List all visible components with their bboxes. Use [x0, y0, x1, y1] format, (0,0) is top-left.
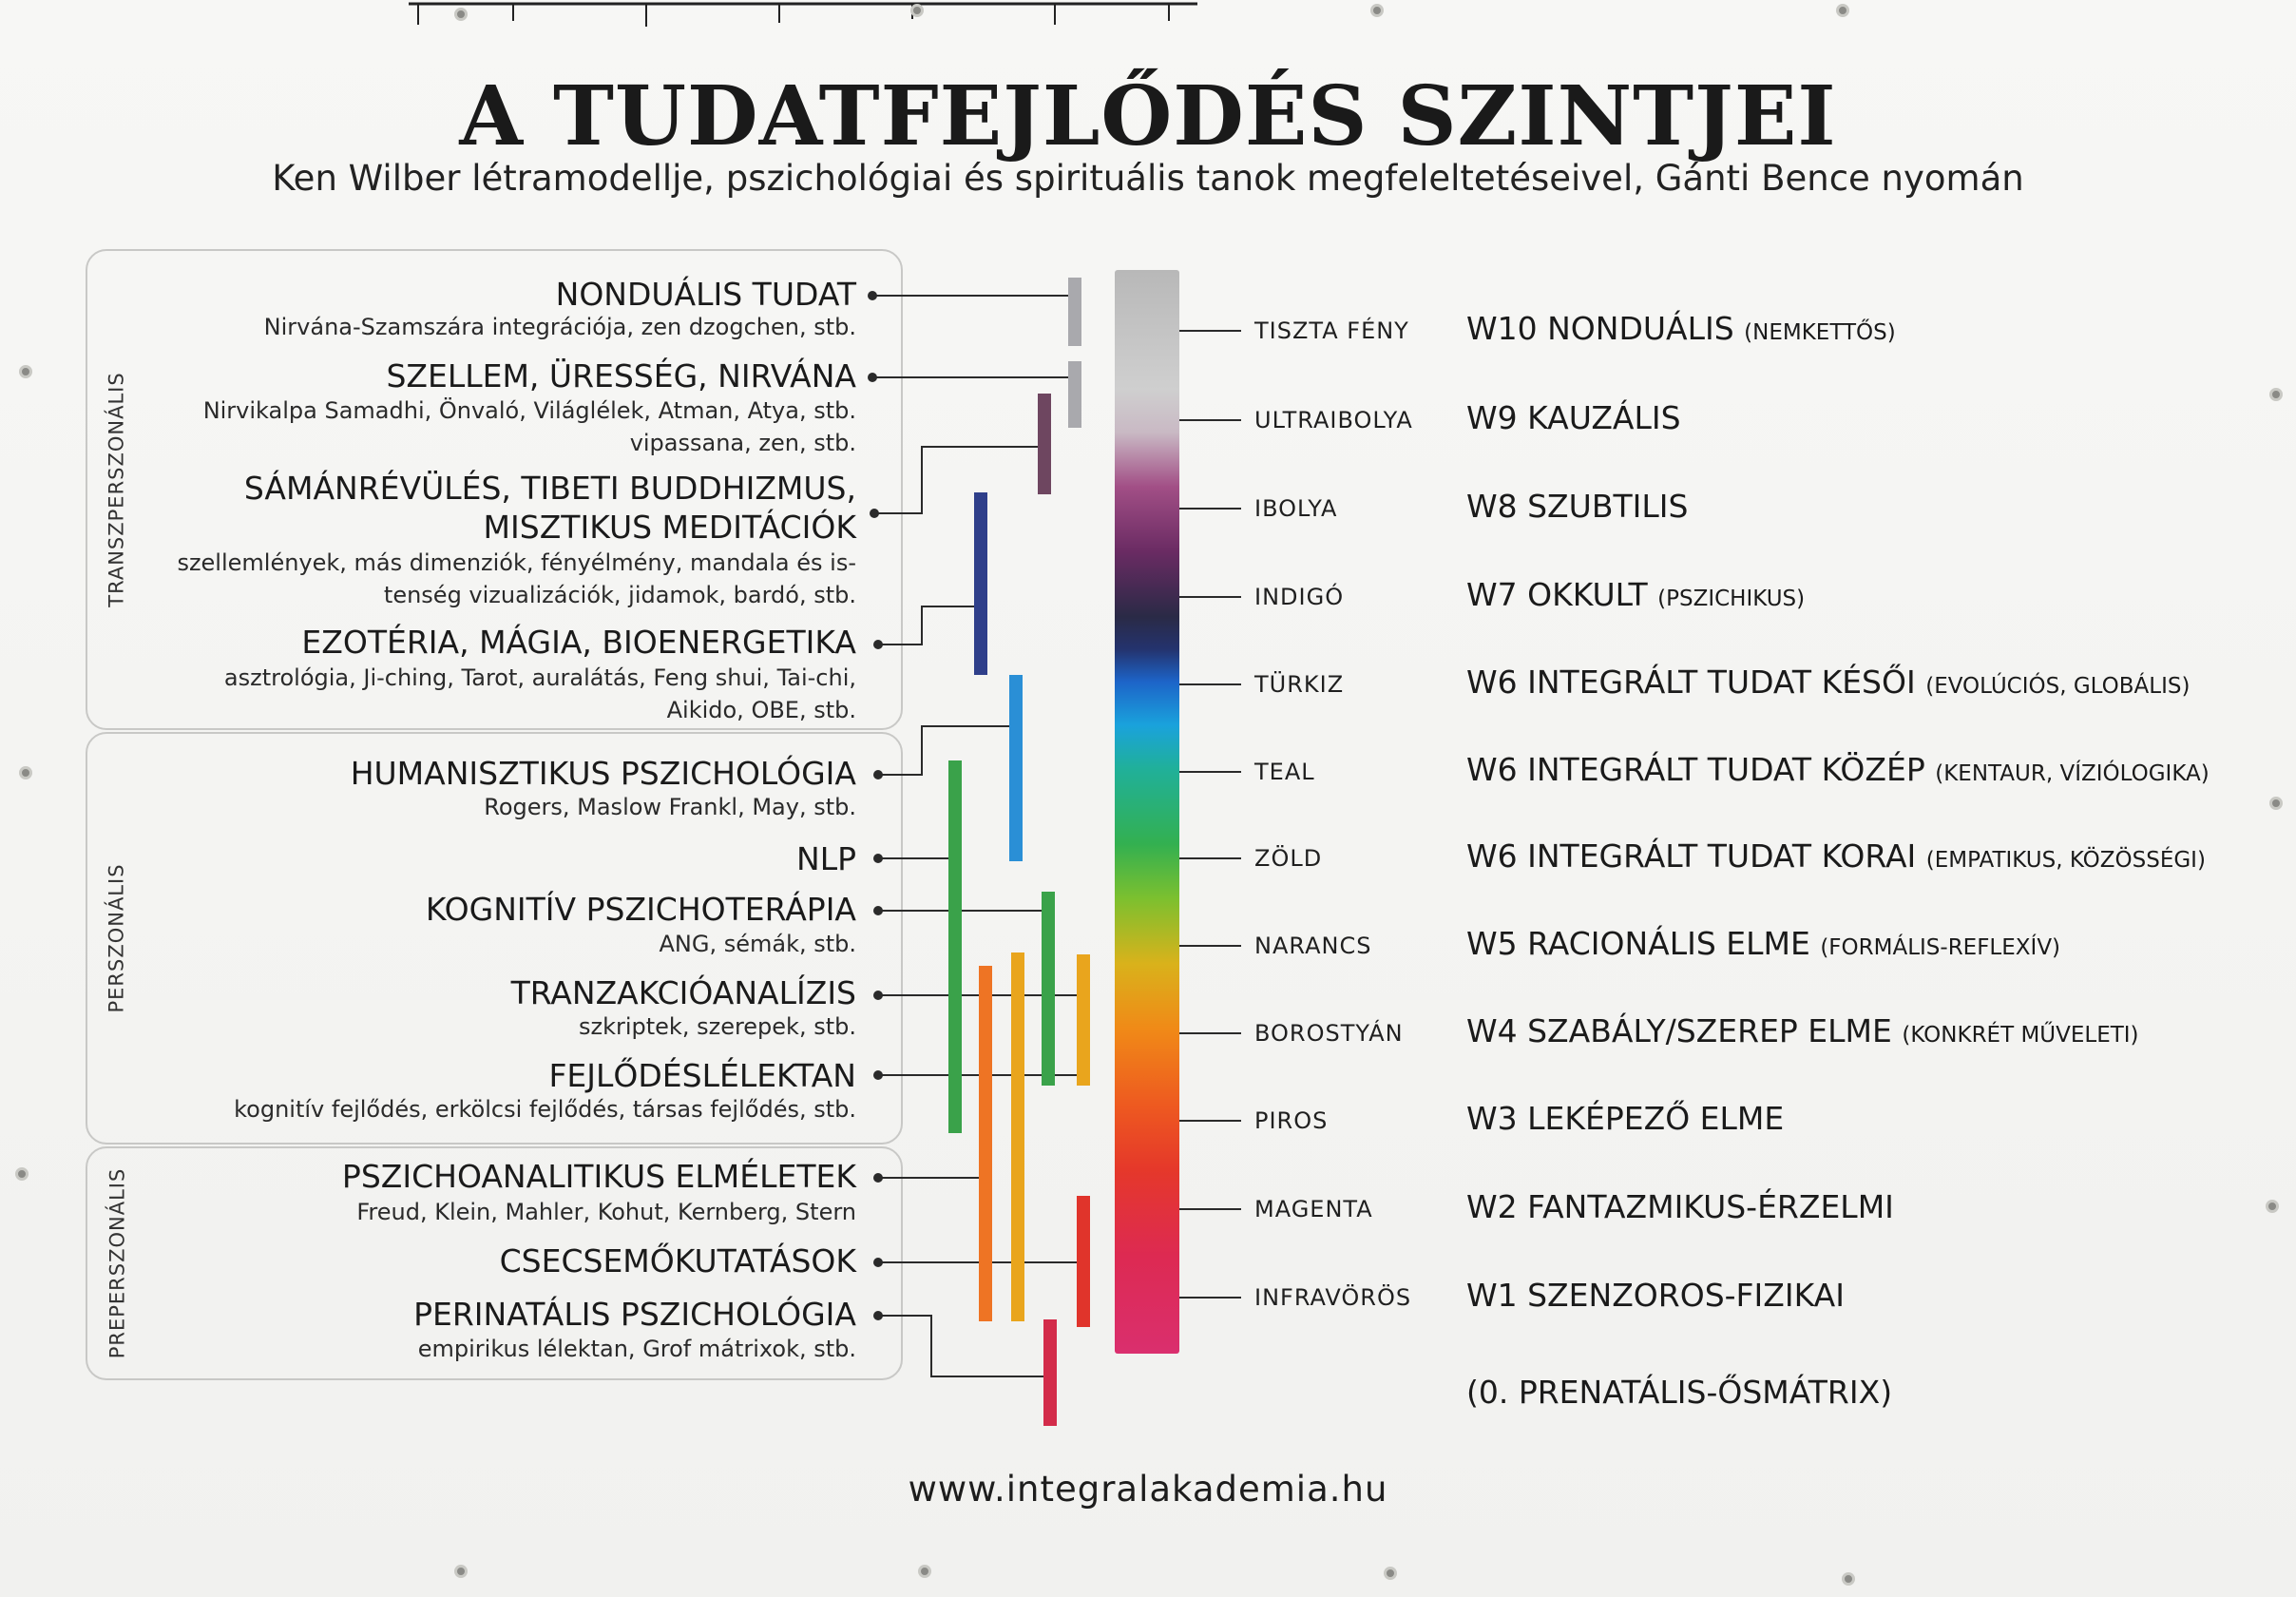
level-color-name: ULTRAIBOLYA — [1254, 407, 1413, 433]
bar-psychoanalytic — [979, 966, 992, 1321]
level-name: W6 INTEGRÁLT TUDAT KORAI (EMPATIKUS, KÖZÖSSÉGI) — [1466, 837, 2206, 875]
technique-title: CSECSEMŐKUTATÁSOK — [499, 1242, 856, 1280]
level-color-name: INFRAVÖRÖS — [1254, 1284, 1412, 1311]
technique-desc: Nirvikalpa Samadhi, Önvaló, Világlélek, Atman, Atya, stb. — [202, 397, 856, 424]
connector-line — [874, 447, 1043, 513]
level-name: W8 SZUBTILIS — [1466, 488, 1689, 525]
level-name: W7 OKKULT (PSZICHIKUS) — [1466, 576, 1806, 613]
technique-desc: szkriptek, szerepek, stb. — [578, 1013, 856, 1040]
level-color-name: BOROSTYÁN — [1254, 1020, 1404, 1047]
level-ticks — [1179, 331, 1241, 1298]
connector-dot — [873, 770, 883, 779]
level-note: (PSZICHIKUS) — [1657, 587, 1806, 611]
connector-line — [878, 1316, 1045, 1376]
consciousness-spectrum-bar — [1115, 270, 1179, 1354]
technique-desc: asztrológia, Ji-ching, Tarot, auralátás, Feng shui, Tai-chi, — [223, 664, 856, 691]
technique-desc: Rogers, Maslow Frankl, May, stb. — [484, 794, 856, 820]
connector-lines — [872, 296, 1083, 1376]
technique-desc: vipassana, zen, stb. — [629, 430, 856, 456]
technique-title: SZELLEM, ÜRESSÉG, NIRVÁNA — [386, 357, 856, 394]
level-name: W5 RACIONÁLIS ELME (FORMÁLIS-REFLEXÍV) — [1466, 925, 2061, 962]
technique-desc: Nirvána-Szamszára integrációja, zen dzogchen, stb. — [263, 314, 856, 340]
technique-title: NLP — [796, 840, 856, 877]
group-label-personal: PERSZONÁLIS — [105, 863, 129, 1013]
page-subtitle: Ken Wilber létramodellje, pszichológiai és spirituális tanok megfeleltetéseivel, Gánti Bence nyomán — [272, 158, 2024, 199]
bar-infant — [1077, 1196, 1090, 1327]
page-title: A TUDATFEJLŐDÉS SZINTJEI — [459, 68, 1837, 164]
connector-dot — [873, 1070, 883, 1080]
level-name: W4 SZABÁLY/SZEREP ELME (KONKRÉT MŰVELETI) — [1466, 1012, 2139, 1049]
technique-title: PERINATÁLIS PSZICHOLÓGIA — [413, 1296, 856, 1333]
bar-nlp — [948, 760, 962, 1133]
technique-desc: Aikido, OBE, stb. — [666, 697, 856, 723]
connector-dot — [873, 640, 883, 649]
technique-desc: ANG, sémák, stb. — [659, 931, 856, 957]
connector-dot — [873, 1311, 883, 1320]
connector-dot — [873, 854, 883, 863]
level-color-name: PIROS — [1254, 1107, 1329, 1134]
technique-desc: kognitív fejlődés, erkölcsi fejlődés, társas fejlődés, stb. — [234, 1096, 856, 1123]
level-name: W10 NONDUÁLIS (NEMKETTŐS) — [1466, 310, 1896, 347]
technique-bars — [948, 278, 1090, 1426]
level-color-name: TÜRKIZ — [1254, 671, 1345, 698]
level-note: (KONKRÉT MŰVELETI) — [1902, 1023, 2139, 1048]
level-color-name: IBOLYA — [1254, 495, 1338, 522]
bar-humanistic — [1009, 675, 1023, 861]
technique-title: HUMANISZTIKUS PSZICHOLÓGIA — [350, 755, 856, 792]
level-name: W9 KAUZÁLIS — [1466, 399, 1681, 436]
technique-title: PSZICHOANALITIKUS ELMÉLETEK — [341, 1158, 856, 1195]
level-note: (FORMÁLIS-REFLEXÍV) — [1820, 935, 2061, 960]
technique-desc: empirikus lélektan, Grof mátrixok, stb. — [417, 1336, 856, 1362]
prenatal-level: (0. PRENATÁLIS-ŐSMÁTRIX) — [1466, 1374, 1893, 1411]
connector-line — [878, 726, 1013, 775]
connector-dot — [868, 291, 877, 300]
bar-esoteric — [974, 492, 987, 675]
bar-developmental — [1011, 952, 1024, 1321]
technique-title: EZOTÉRIA, MÁGIA, BIOENERGETIKA — [301, 624, 856, 661]
level-name: W6 INTEGRÁLT TUDAT KÖZÉP (KENTAUR, VÍZIÓLOGIKA) — [1466, 751, 2210, 788]
level-color-name: TISZTA FÉNY — [1254, 317, 1409, 344]
level-note: (NEMKETTŐS) — [1744, 320, 1896, 345]
level-note: (EMPATIKUS, KÖZÖSSÉGI) — [1925, 848, 2206, 873]
technique-title: FEJLŐDÉSLÉLEKTAN — [548, 1057, 856, 1094]
level-color-name: MAGENTA — [1254, 1196, 1373, 1222]
level-color-name: NARANCS — [1254, 933, 1372, 959]
connector-dot — [873, 1173, 883, 1183]
bar-spirit — [1068, 361, 1081, 428]
connector-dot — [873, 991, 883, 1000]
bar-nondual — [1068, 278, 1081, 346]
level-note: (KENTAUR, VÍZIÓLOGIKA) — [1935, 761, 2210, 786]
technique-desc: Freud, Klein, Mahler, Kohut, Kernberg, Stern — [356, 1199, 856, 1225]
technique-title: MISZTIKUS MEDITÁCIÓK — [483, 509, 856, 546]
technique-title: SÁMÁNRÉVÜLÉS, TIBETI BUDDHIZMUS, — [243, 470, 856, 507]
level-name: W1 SZENZOROS-FIZIKAI — [1466, 1277, 1845, 1314]
connector-dots — [868, 291, 883, 1320]
level-color-name: TEAL — [1254, 759, 1315, 785]
bar-perinatal — [1043, 1319, 1057, 1426]
connector-line — [878, 606, 979, 645]
bar-transactional — [1077, 954, 1090, 1086]
technique-title: TRANZAKCIÓANALÍZIS — [510, 974, 856, 1011]
level-color-name: INDIGÓ — [1254, 584, 1345, 610]
level-name: W2 FANTAZMIKUS-ÉRZELMI — [1466, 1188, 1894, 1225]
level-name: W3 LEKÉPEZŐ ELME — [1466, 1100, 1785, 1137]
connector-dot — [873, 906, 883, 915]
technique-desc: szellemlények, más dimenziók, fényélmény, mandala és is- — [177, 549, 856, 576]
group-label-prepersonal: PREPERSZONÁLIS — [105, 1167, 128, 1359]
connector-dot — [873, 1258, 883, 1267]
group-label-transpersonal: TRANSZPERSZONÁLIS — [105, 372, 128, 607]
technique-desc: tenség vizualizációk, jidamok, bardó, stb. — [383, 582, 856, 608]
technique-title: KOGNITÍV PSZICHOTERÁPIA — [425, 891, 856, 928]
bar-cognitive — [1042, 892, 1055, 1086]
bar-shamanism — [1038, 394, 1051, 494]
level-name: W6 INTEGRÁLT TUDAT KÉSŐI (EVOLÚCIÓS, GLOBÁLIS) — [1466, 664, 2191, 701]
level-note: (EVOLÚCIÓS, GLOBÁLIS) — [1925, 674, 2191, 699]
connector-dot — [868, 373, 877, 382]
website-url: www.integralakademia.hu — [908, 1469, 1388, 1510]
technique-title: NONDUÁLIS TUDAT — [555, 276, 856, 313]
level-color-name: ZÖLD — [1254, 845, 1323, 872]
connector-dot — [870, 509, 879, 518]
